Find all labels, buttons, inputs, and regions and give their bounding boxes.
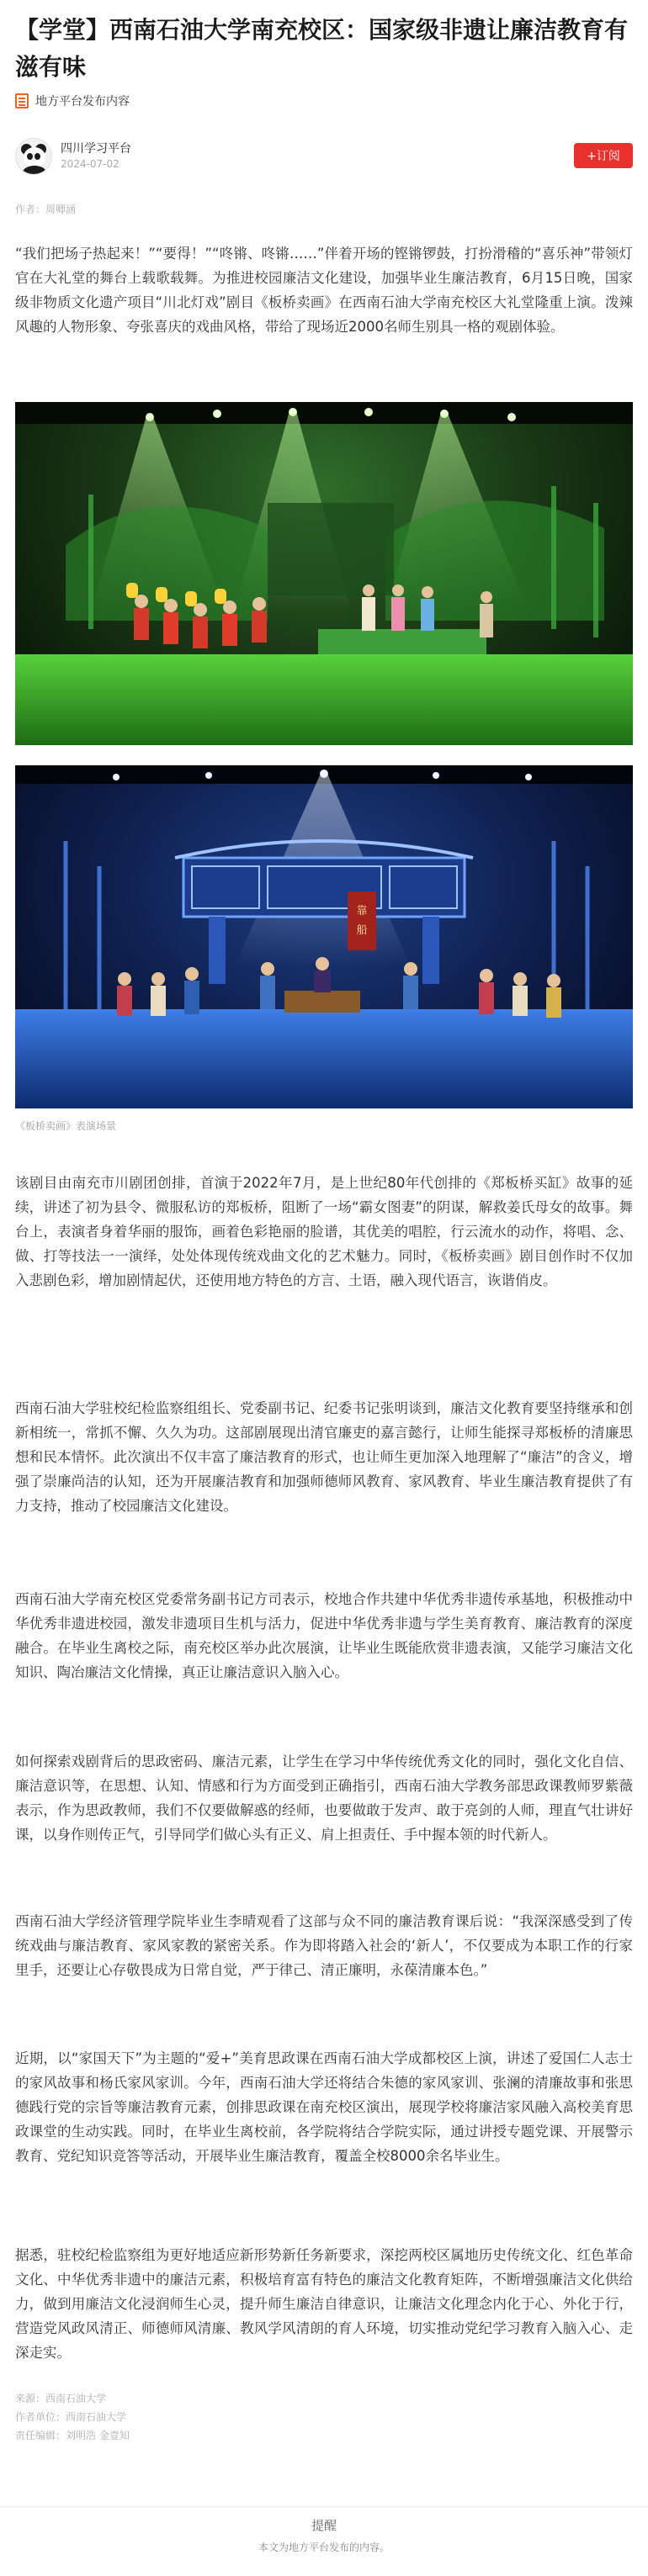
paragraph-7: 近期，以“家国天下”为主题的“爱+”美育思政课在西南石油大学成都校区上演，讲述了爱国仁人志士的家风故事和杨氏家风家训。今年，西南石油大学还将结合朱德的家风家训、张澜的清廉故事和张思德践行党的宗旨等廉洁教育元素，创排思政课在南充校区演出，展现学校将廉洁家风融入高校美育思政课堂的生动实践。同时，在毕业生离校前，各学院将结合学院实际，通过讲授专题党课、开展警示教育、党纪知识竞答等活动，开展毕业生廉洁教育，覆盖全校8000余名毕业生。 [15, 2050, 633, 2164]
article-title: 【学堂】西南石油大学南充校区：国家级非遗让廉洁教育有滋有味 [15, 16, 629, 81]
stage-photo-blue-graphic [15, 765, 633, 1108]
publish-date: 2024-07-02 [61, 158, 120, 170]
publisher-row [15, 135, 633, 178]
source-tag [15, 92, 130, 110]
paragraph-2: 该剧目由南充市川剧团创排，首演于2022年7月，是上世纪80年代创排的《郑板桥买缸》故事的延续，讲述了初为县令、微服私访的郑板桥，阻断了一场“霸女图妻”的阴谋，解救姜氏母女的故事。舞台上，表演者身着华丽的服饰，画着色彩艳丽的脸谱，其优美的唱腔，行云流水的动作，将唱、念、做、打等技法一一演绎，处处体现传统戏曲文化的艺术魅力。同时，《板桥卖画》剧目创作时不仅加入悲剧色彩，增加剧情起伏，还使用地方特色的方言、土语，融入现代语言，诙谐俏皮。 [15, 1175, 633, 1288]
meta-author-unit: 作者单位：西南石油大学 [15, 2411, 127, 2423]
meta-source: 来源：西南石油大学 [15, 2393, 107, 2404]
meta-editor: 责任编辑：刘明浩 金壹知 [15, 2430, 130, 2441]
stage-photo-green [15, 402, 633, 745]
document-icon [15, 93, 29, 108]
footer-note: 本文为地方平台发布的内容。 [258, 2542, 390, 2553]
stage-photo-green-graphic [15, 402, 633, 745]
footer-divider [0, 2506, 648, 2507]
article-byline: 作者：周卿涵 [15, 204, 77, 215]
footer-title: 提醒 [311, 2518, 337, 2533]
stage-sign-text-1: 靠 [356, 905, 368, 918]
paragraph-1: “我们把场子热起来！”“要得！”“咚锵、咚锵……”伴着开场的铿锵锣鼓，打扮滑稽的“喜乐神”带领灯官在大礼堂的舞台上载歌载舞。为推进校园廉洁文化建设，加强毕业生廉洁教育，6月15日晚，国家级非物质文化遗产项目“川北灯戏”剧目《板桥卖画》在西南石油大学南充校区大礼堂隆重上演。泼辣风趣的人物形象、夸张喜庆的戏曲风格，带给了现场近2000名师生别具一格的观剧体验。 [15, 246, 633, 335]
stage-photo-blue [15, 765, 633, 1108]
panda-avatar[interactable] [15, 138, 52, 175]
publisher-name[interactable]: 四川学习平台 [61, 142, 131, 156]
paragraph-4: 西南石油大学南充校区党委常务副书记方司表示，校地合作共建中华优秀非遗传承基地，积极推动中华优秀非遗进校园，激发非遗项目生机与活力，促进中华优秀非遗与学生美育教育、廉洁教育的深度融合。在毕业生离校之际，南充校区举办此次展演，让毕业生既能欣赏非遗表演，又能学习廉洁文化知识、陶冶廉洁文化情操，真正让廉洁意识入脑入心。 [15, 1591, 633, 1680]
paragraph-3: 西南石油大学驻校纪检监察组组长、党委副书记、纪委书记张明谈到，廉洁文化教育要坚持继承和创新相统一，常抓不懈、久久为功。这部剧展现出清官廉吏的嘉言懿行，让师生能探寻郑板桥的清廉思想和民本情怀。此次演出不仅丰富了廉洁教育的形式，也让师生更加深入地理解了“廉洁”的含义，增强了崇廉尚洁的认知，还为开展廉洁教育和加强师德师风教育、家风教育、毕业生廉洁教育提供了有力支持，推动了校园廉洁文化建设。 [15, 1400, 633, 1514]
stage-sign-text-2: 船 [356, 924, 368, 937]
paragraph-8: 据悉，驻校纪检监察组为更好地适应新形势新任务新要求，深挖两校区属地历史传统文化、红色革命文化、中华优秀非遗中的廉洁元素，积极培育富有特色的廉洁文化教育矩阵，不断增强廉洁文化供给力，做到用廉洁文化浸润师生心灵，提升师生廉洁自律意识，让廉洁文化理念内化于心、外化于行，营造党风政风清正、师德师风清廉、教风学风清朗的育人环境，切实推动党纪学习教育入脑入心、走深走实。 [15, 2247, 633, 2361]
source-tag-label: 地方平台发布内容 [35, 95, 130, 108]
paragraph-6: 西南石油大学经济管理学院毕业生李晴观看了这部与众不同的廉洁教育课后说：“我深深感受到了传统戏曲与廉洁教育、家风家教的紧密关系。作为即将踏入社会的‘新人’，不仅要成为本职工作的行家里手，还要让心存敬畏成为日常自觉，严于律己、清正廉明，永葆清廉本色。” [15, 1913, 633, 1978]
photo-caption: 《板桥卖画》表演场景 [15, 1120, 117, 1132]
paragraph-5: 如何探索戏剧背后的思政密码、廉洁元素，让学生在学习中华传统优秀文化的同时，强化文化自信、廉洁意识等，在思想、认知、情感和行为方面受到正确指引，西南石油大学教务部思政课教师罗紫薇表示，作为思政教师，我们不仅要做解惑的经师，也要做敢于发声、敢于亮剑的人师，理直气壮讲好课，以身作则传正气，引导同学们做心头有正义、肩上担责任、手中握本领的时代新人。 [15, 1753, 633, 1843]
subscribe-button[interactable]: +订阅 [574, 143, 633, 168]
